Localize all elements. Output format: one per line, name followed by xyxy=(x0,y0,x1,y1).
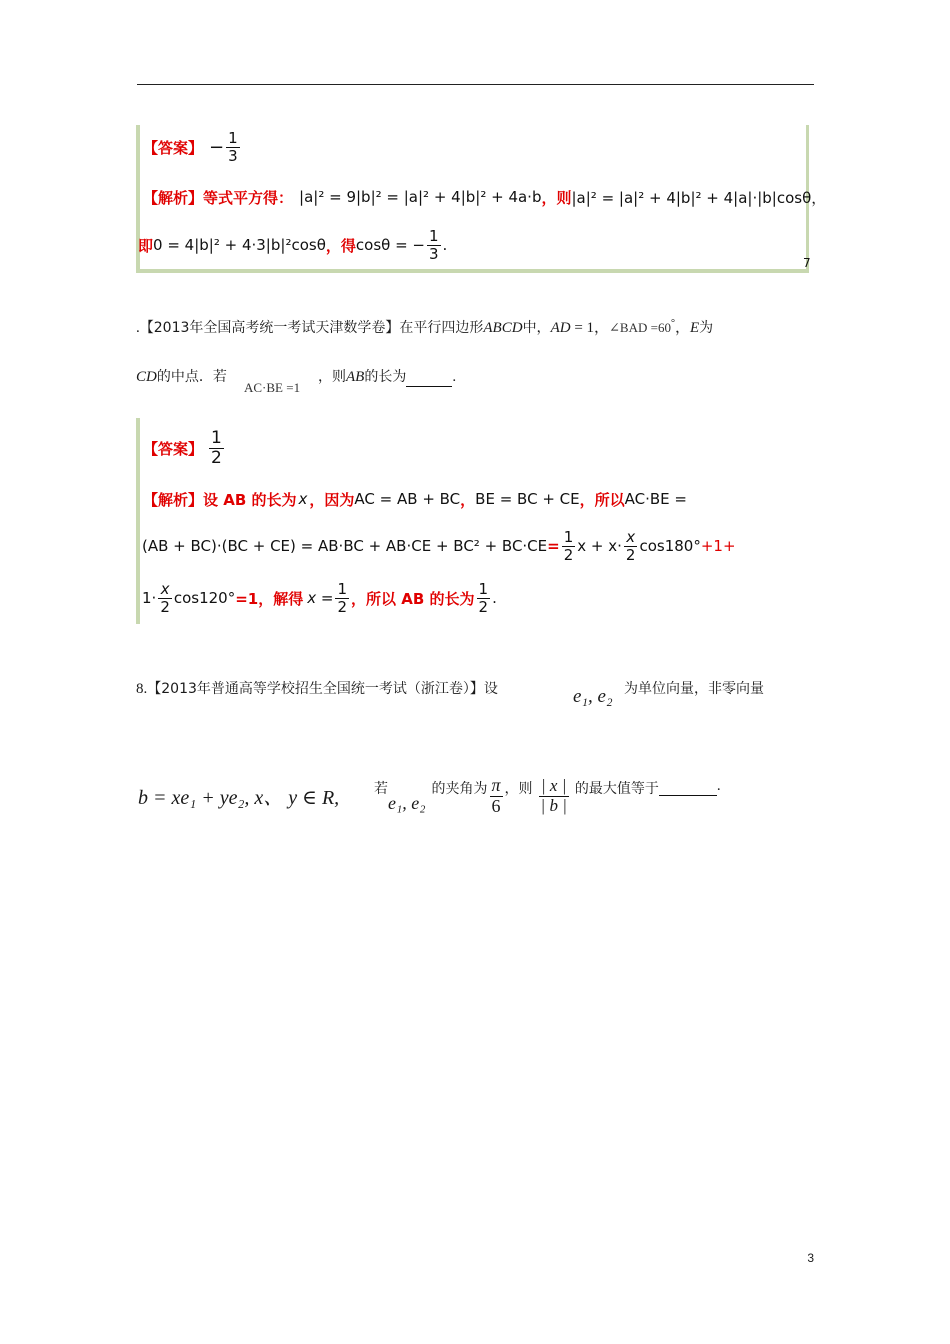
ratio-x-over-b: $\frac{| x |}{| b |}$ xyxy=(540,775,567,815)
half-fraction: $\frac{1}{2}$ xyxy=(563,528,574,564)
answer-minus: − xyxy=(209,136,225,158)
expansion: (AB + BC)·(BC + CE) = AB·BC + AB·CE + BC² + BC·CE xyxy=(142,537,548,555)
page-number: 3 xyxy=(807,1251,814,1265)
question-7-line-2: CD的中点．若 xyxy=(136,369,227,385)
question-7-line-2b: ，则AB的长为 . xyxy=(318,369,457,385)
analysis-label: 【解析】 xyxy=(143,188,204,207)
x-half-fraction-2: $\frac{x}{2}$ xyxy=(160,580,170,616)
equation-2: |a|² = |a|² + 4|b|² + 4|a|·|b|cosθ， xyxy=(571,188,827,207)
equation-3: 0 = 4|b|² + 4·3|b|²cosθ xyxy=(153,236,326,254)
final-answer-fraction: $\frac{1}{2}$ xyxy=(478,580,489,616)
question-source: 【2013年全国高考统一考试天津数学卷】 xyxy=(139,320,400,336)
equation-4: cosθ = − xyxy=(355,236,425,254)
result-fraction: $\frac{1}{3}$ xyxy=(428,227,439,263)
vector-b-expression: b = xe₁ + ye₂, x、 y ∈ R, xyxy=(138,787,340,809)
answer-1-line xyxy=(143,127,242,167)
x-half-fraction: $\frac{x}{2}$ xyxy=(625,528,636,564)
answer-fraction: $\frac{1}{3}$ xyxy=(228,129,238,165)
analysis-2-line-2: (AB + BC)·(BC + CE) = AB·BC + AB·CE + BC² + BC·CE = $\frac{1}{2}$ x + x· $\frac{x}{2}$ cos180° +1+ xyxy=(142,528,736,564)
question-source-8: 【2013年普通高等学校招生全国统一考试（浙江卷）】 xyxy=(147,681,484,697)
question-7-line-1: .【2013年全国高考统一考试天津数学卷】在平行四边形ABCD中，AD = 1，∠BAD =60°，E为 xyxy=(136,318,714,336)
answer-label-2: 【答案】 xyxy=(143,439,204,458)
analysis-2-line-3: 1· $\frac{x}{2}$ cos120° =1，解得 x = $\frac{1}{2}$ ，所以 AB 的长为 $\frac{1}{2}$ . xyxy=(142,580,497,616)
unit-vectors-e1-e2: e₁, e₂ xyxy=(573,686,613,707)
analysis-label-2: 【解析】 xyxy=(143,490,204,509)
vector-eq-3: AC·BE = xyxy=(624,490,687,508)
analysis-1-line-2: 即 0 = 4|b|² + 4·3|b|²cosθ ，得 cosθ = − $\frac{1}{3}$ . xyxy=(138,227,448,263)
question-8-line-2: 若 e₁, e₂ 的夹角为 $\frac{\pi}{6}$ ，则 $\frac{| x |}{| b |}$ 的最大值等于 . xyxy=(374,774,721,816)
question-8-line-1: 8.【2013年普通高等学校招生全国统一考试（浙江卷）】设 xyxy=(136,681,498,697)
answer-fraction-2: $\frac{1}{2}$ xyxy=(211,427,222,468)
pi-over-six: $\frac{\pi}{6}$ xyxy=(491,774,501,816)
header-rule xyxy=(137,84,814,85)
answer-blank-8 xyxy=(659,778,717,796)
solution-fraction: $\frac{1}{2}$ xyxy=(337,580,348,616)
answer-2-line xyxy=(143,424,226,472)
equation-1: |a|² = 9|b|² = |a|² + 4|b|² + 4a·b xyxy=(299,188,542,206)
answer-label: 【答案】 xyxy=(143,138,204,157)
vector-eq-2: BE = BC + CE xyxy=(475,490,580,508)
answer-blank xyxy=(406,369,452,387)
box-page-mark: 7 xyxy=(803,256,811,270)
analysis-2-line-1: 【解析】 设 AB 的长为 x ，因为 AC = AB + BC ， BE = BC + CE ，所以 AC·BE = xyxy=(143,490,687,509)
vector-eq-1: AC = AB + BC xyxy=(354,490,461,508)
question-8-line-1b: 为单位向量，非零向量 xyxy=(624,681,764,697)
analysis-1-line-1: 【解析】 等式平方得： |a|² = 9|b|² = |a|² + 4|b|² + 4a·b ，则 |a|² = |a|² + 4|b|² + 4|a|·|b|cosθ， xyxy=(143,188,827,207)
dot-product-condition: AC·BE =1 xyxy=(244,380,301,395)
